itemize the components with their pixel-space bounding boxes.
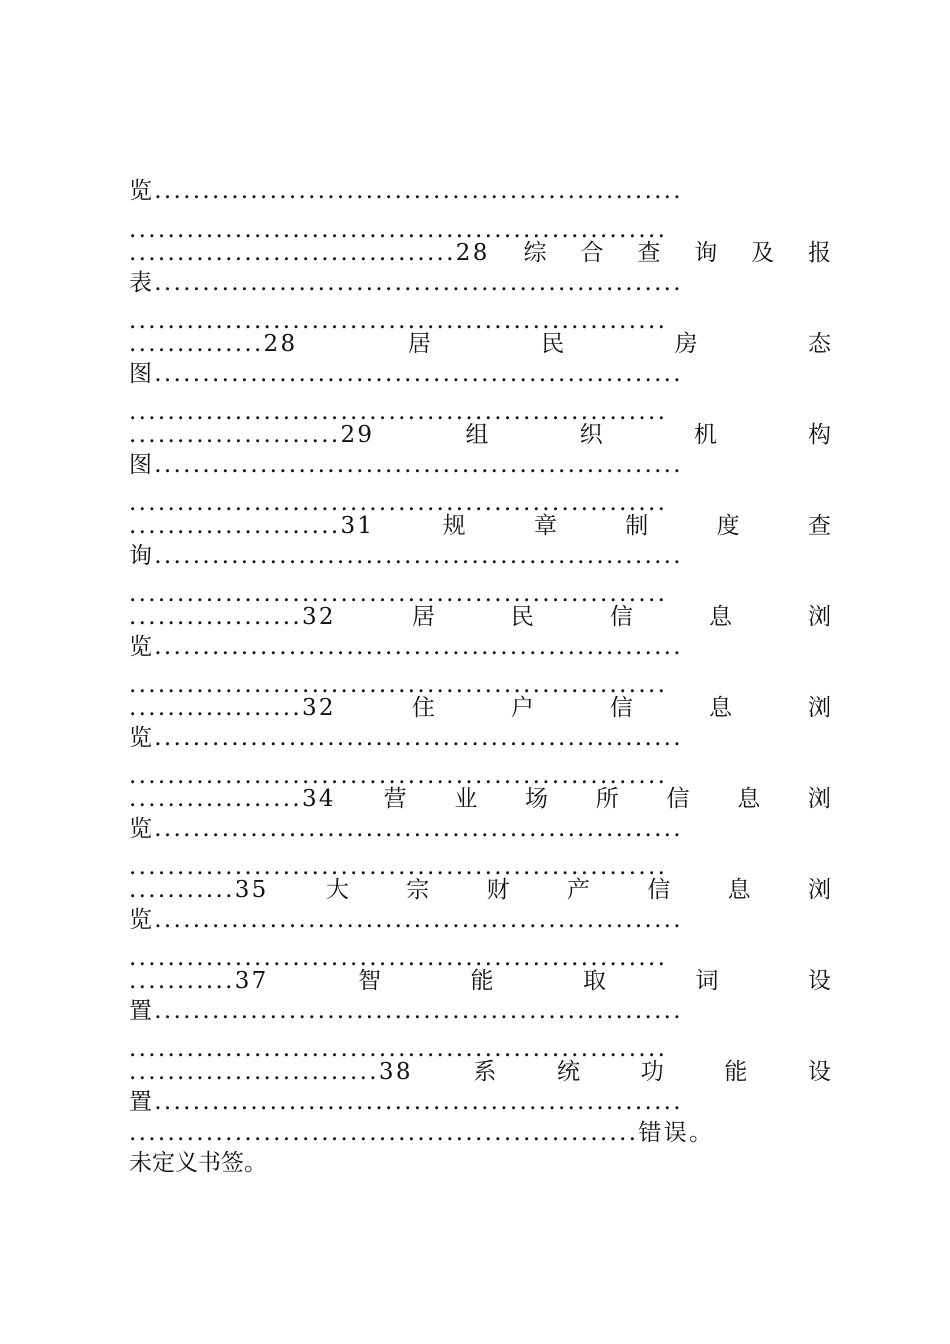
toc-title-char: 信 bbox=[647, 877, 671, 903]
toc-title-char: 场 bbox=[525, 786, 549, 812]
toc-title-char: 设 bbox=[807, 968, 831, 994]
toc-title-char: 能 bbox=[470, 968, 494, 994]
toc-title-char: 综 bbox=[523, 240, 547, 266]
toc-title-char: 设 bbox=[807, 1059, 831, 1085]
toc-title-char: 营 bbox=[383, 786, 407, 812]
toc-entry-line bbox=[129, 600, 831, 634]
toc-line bbox=[129, 174, 831, 208]
toc-title-char: 智 bbox=[358, 968, 382, 994]
toc-entry-line bbox=[129, 964, 831, 998]
toc-title-char: 章 bbox=[533, 513, 557, 539]
toc-title-char: 息 bbox=[708, 695, 732, 721]
toc-title-char: 大 bbox=[325, 877, 349, 903]
toc-text: ........................................................ bbox=[129, 399, 668, 425]
toc-title-char: 民 bbox=[510, 604, 534, 630]
toc-text: 览....................................................... bbox=[129, 178, 683, 204]
toc-title-char: 户 bbox=[510, 695, 534, 721]
toc-text: 置....................................................... bbox=[129, 1089, 683, 1115]
toc-title-char: 构 bbox=[808, 422, 831, 448]
toc-title-char: 房 bbox=[674, 331, 698, 357]
toc-line bbox=[129, 357, 831, 391]
toc-title-char: 民 bbox=[541, 331, 565, 357]
toc-line bbox=[129, 539, 831, 573]
toc-title-char: 合 bbox=[580, 240, 604, 266]
toc-title-char: 功 bbox=[640, 1059, 664, 1085]
toc-title-char: 及 bbox=[751, 240, 775, 266]
toc-text: 表....................................................... bbox=[129, 270, 683, 296]
toc-line bbox=[129, 1146, 831, 1180]
toc-title-char: 组 bbox=[465, 422, 489, 448]
toc-leader-page: ..........................38 bbox=[129, 1059, 413, 1085]
toc-leader-page: ..................34 bbox=[129, 786, 336, 812]
toc-title-char: 信 bbox=[609, 604, 633, 630]
toc-title-char: 态 bbox=[807, 331, 831, 357]
toc-leader-page: ......................29 bbox=[129, 422, 375, 448]
toc-title-char: 息 bbox=[737, 786, 761, 812]
toc-title-char: 所 bbox=[595, 786, 619, 812]
toc-text: ........................................................ bbox=[129, 854, 668, 880]
toc-entry-line bbox=[129, 327, 831, 361]
toc-text: 图....................................................... bbox=[129, 361, 683, 387]
toc-leader-page: ..................32 bbox=[129, 695, 336, 721]
toc-title-char: 查 bbox=[637, 240, 661, 266]
toc-text: 置....................................................... bbox=[129, 998, 683, 1024]
toc-text: ........................................................ bbox=[129, 581, 668, 607]
toc-title-char: 业 bbox=[454, 786, 478, 812]
toc-title-char: 财 bbox=[486, 877, 510, 903]
toc-text: ........................................................ bbox=[129, 1036, 668, 1062]
toc-entry-line bbox=[129, 236, 831, 270]
toc-title-char: 浏 bbox=[808, 877, 831, 903]
toc-title-char: 规 bbox=[442, 513, 466, 539]
toc-entry-line bbox=[129, 418, 831, 452]
toc-line bbox=[129, 1116, 831, 1150]
toc-title-char: 词 bbox=[695, 968, 719, 994]
toc-text: ........................................................ bbox=[129, 308, 668, 334]
toc-title-char: 产 bbox=[566, 877, 590, 903]
toc-title-char: 机 bbox=[693, 422, 717, 448]
toc-line bbox=[129, 903, 831, 937]
toc-leader-page: ...........35 bbox=[129, 877, 269, 903]
toc-entry-line bbox=[129, 782, 831, 816]
toc-title-char: 居 bbox=[407, 331, 431, 357]
toc-leader-page: ..................................28 bbox=[129, 240, 490, 266]
toc-leader-page: ......................31 bbox=[129, 513, 375, 539]
toc-line bbox=[129, 812, 831, 846]
toc-title-char: 查 bbox=[807, 513, 831, 539]
toc-title-char: 系 bbox=[473, 1059, 497, 1085]
toc-text: ........................................................ bbox=[129, 763, 668, 789]
toc-leader-page: ..................32 bbox=[129, 604, 336, 630]
toc-title-char: 度 bbox=[716, 513, 740, 539]
toc-leader-page: ..............28 bbox=[129, 331, 298, 357]
toc-title-char: 息 bbox=[708, 604, 732, 630]
toc-text: .....................................................错误。 bbox=[129, 1120, 715, 1146]
toc-text: 览....................................................... bbox=[129, 907, 683, 933]
toc-title-char: 询 bbox=[694, 240, 718, 266]
toc-text: ........................................................ bbox=[129, 217, 668, 243]
toc-text: 览....................................................... bbox=[129, 725, 683, 751]
toc-title-char: 浏 bbox=[807, 604, 831, 630]
toc-line bbox=[129, 1085, 831, 1119]
toc-title-char: 住 bbox=[411, 695, 435, 721]
toc-title-char: 取 bbox=[583, 968, 606, 994]
toc-text: ........................................................ bbox=[129, 490, 668, 516]
toc-text: 览....................................................... bbox=[129, 816, 683, 842]
toc-line bbox=[129, 630, 831, 664]
toc-entry-line bbox=[129, 873, 831, 907]
toc-title-char: 能 bbox=[724, 1059, 748, 1085]
toc-title-char: 统 bbox=[557, 1059, 581, 1085]
toc-entry-line bbox=[129, 1055, 831, 1089]
toc-text: 图....................................................... bbox=[129, 452, 683, 478]
toc-text: ........................................................ bbox=[129, 672, 668, 698]
toc-text: 览....................................................... bbox=[129, 634, 683, 660]
toc-text: 未定义书签。 bbox=[129, 1150, 267, 1176]
toc-title-char: 制 bbox=[625, 513, 649, 539]
toc-line bbox=[129, 448, 831, 482]
toc-title-char: 信 bbox=[609, 695, 633, 721]
toc-entry-line bbox=[129, 691, 831, 725]
toc-line bbox=[129, 721, 831, 755]
toc-line bbox=[129, 266, 831, 300]
toc-text: 询....................................................... bbox=[129, 543, 683, 569]
toc-title-char: 织 bbox=[579, 422, 603, 448]
toc-title-char: 信 bbox=[666, 786, 690, 812]
toc-title-char: 居 bbox=[411, 604, 435, 630]
toc-entry-line bbox=[129, 509, 831, 543]
toc-title-char: 宗 bbox=[406, 877, 430, 903]
toc-text: ........................................................ bbox=[129, 945, 668, 971]
toc-title-char: 浏 bbox=[807, 786, 831, 812]
toc-line bbox=[129, 994, 831, 1028]
toc-title-char: 报 bbox=[808, 240, 831, 266]
toc-leader-page: ...........37 bbox=[129, 968, 269, 994]
toc-title-char: 息 bbox=[727, 877, 751, 903]
toc-title-char: 浏 bbox=[807, 695, 831, 721]
